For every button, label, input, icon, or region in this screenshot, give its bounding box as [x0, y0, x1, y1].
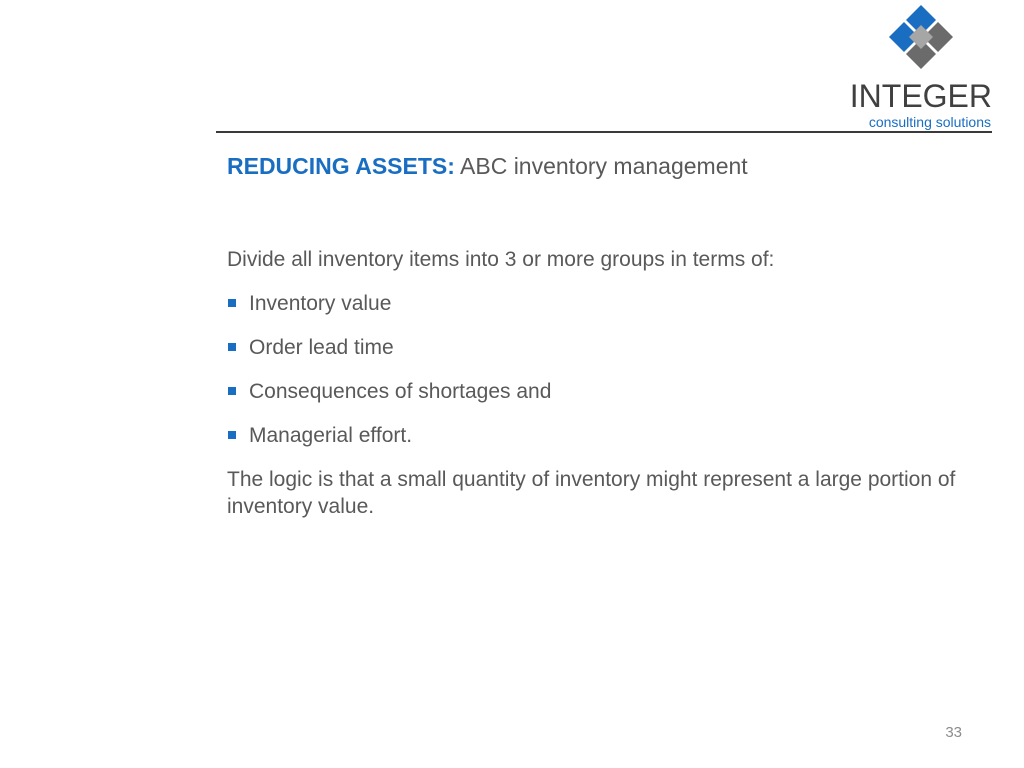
conclusion-paragraph: The logic is that a small quantity of inventory might represent a large portion of inventory value. [227, 468, 956, 518]
header-divider [216, 131, 992, 133]
list-item [227, 422, 987, 449]
bullet-text: Order lead time [249, 336, 394, 359]
intro-paragraph: Divide all inventory items into 3 or more groups in terms of: [227, 248, 775, 271]
bullet-text: Inventory value [249, 292, 392, 315]
page-number: 33 [945, 724, 962, 741]
slide-body [227, 246, 987, 537]
diamond-logo-icon [888, 4, 954, 70]
bullet-list [227, 290, 987, 449]
logo-wordmark: INTEGER [849, 78, 992, 114]
list-item [227, 290, 987, 317]
bullet-text: Managerial effort. [249, 424, 413, 447]
bullet-text: Consequences of shortages and [249, 380, 552, 403]
square-bullet-icon [228, 299, 236, 307]
list-item [227, 334, 987, 361]
integer-logo [850, 4, 1000, 132]
slide-title-highlight: REDUCING ASSETS: [227, 153, 455, 179]
square-bullet-icon [228, 387, 236, 395]
square-bullet-icon [228, 431, 236, 439]
list-item [227, 378, 987, 405]
slide-title-subject: ABC inventory management [460, 153, 748, 179]
square-bullet-icon [228, 343, 236, 351]
logo-tagline: consulting solutions [868, 114, 991, 130]
slide-title [227, 150, 748, 182]
